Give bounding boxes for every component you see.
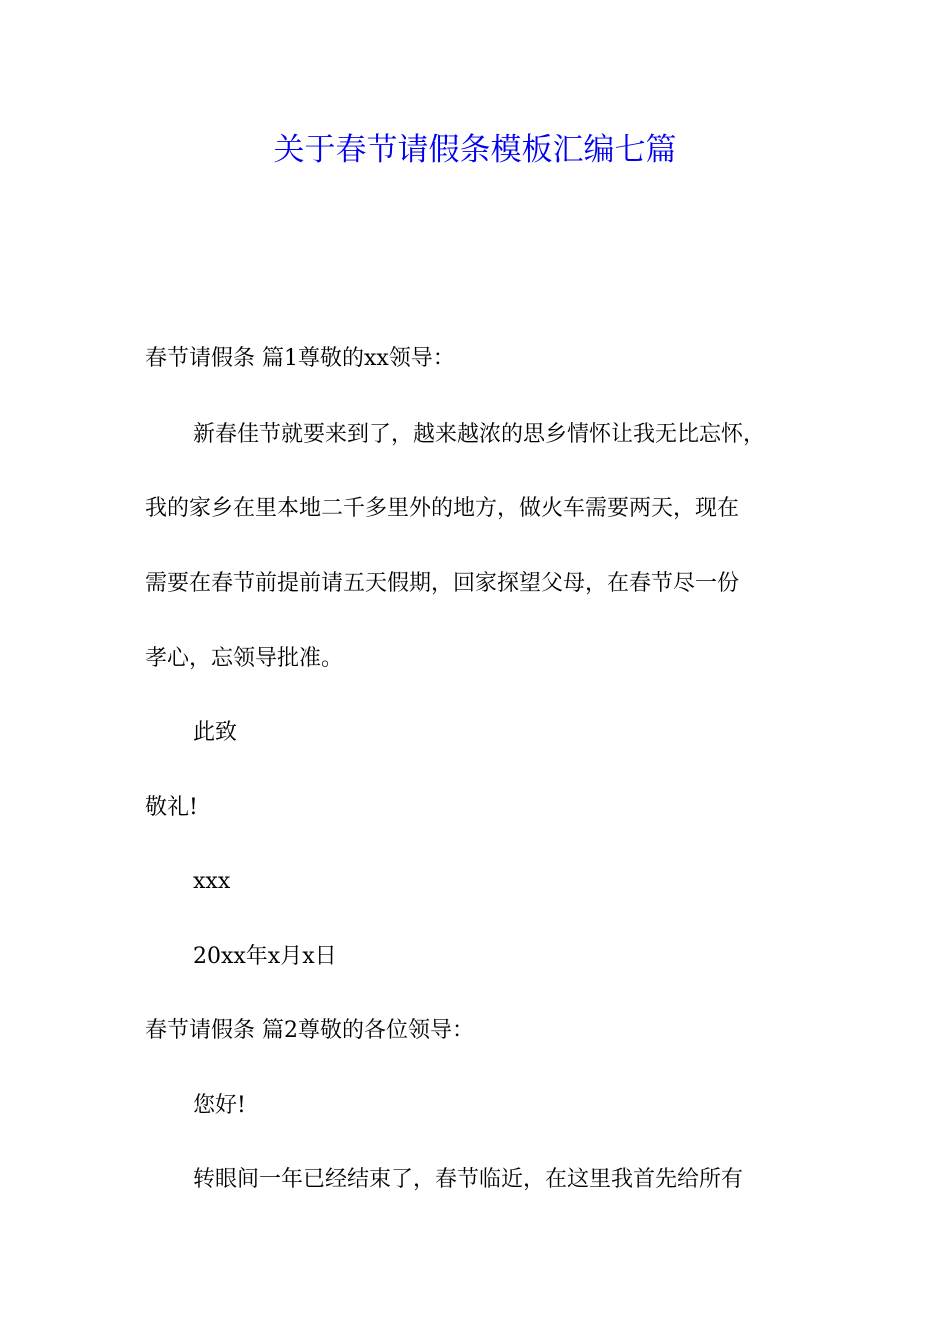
text-line: 敬礼! <box>145 795 198 820</box>
text-line: xxx <box>193 869 231 894</box>
text-line: 孝心，忘领导批准。 <box>145 646 344 671</box>
text-line: 我的家乡在里本地二千多里外的地方，做火车需要两天，现在 <box>145 496 740 521</box>
text-line: 此致 <box>193 720 238 745</box>
page-title: 关于春节请假条模板汇编七篇 <box>273 132 677 168</box>
text-line: 您好! <box>193 1093 246 1118</box>
text-line: 20xx年x月x日 <box>193 944 337 969</box>
text-line: 需要在春节前提前请五天假期，回家探望父母，在春节尽一份 <box>145 571 740 596</box>
text-line: 转眼间一年已经结束了，春节临近，在这里我首先给所有 <box>193 1167 744 1192</box>
text-line: 春节请假条 篇2尊敬的各位领导： <box>145 1018 474 1043</box>
text-line: 春节请假条 篇1尊敬的xx领导： <box>145 346 455 371</box>
text-line: 新春佳节就要来到了，越来越浓的思乡情怀让我无比忘怀， <box>193 422 766 447</box>
